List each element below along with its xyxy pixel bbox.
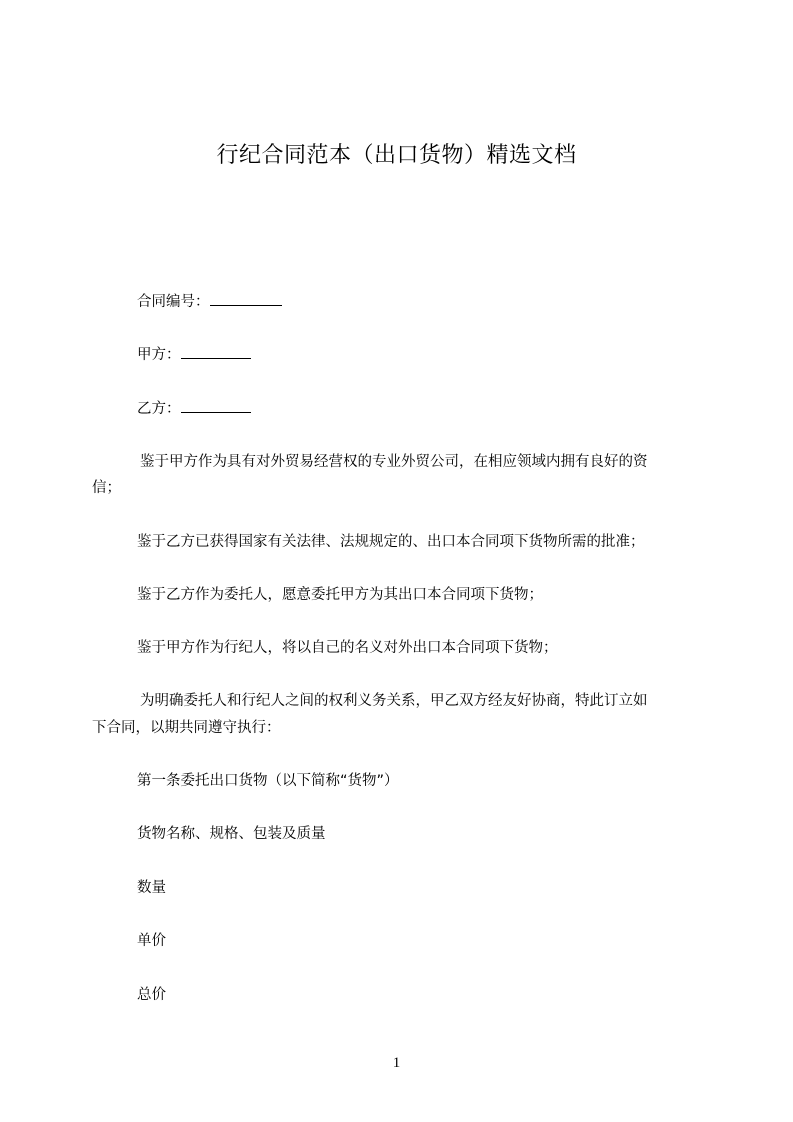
party-a-field <box>137 344 251 365</box>
goods-spec-item: 货物名称、规格、包装及质量 <box>137 826 326 842</box>
party-a-label: 甲方： <box>137 347 181 363</box>
party-b-blank <box>181 398 251 413</box>
party-b-field <box>137 398 251 419</box>
unit-price-item: 单价 <box>137 933 166 949</box>
paragraph-2: 鉴于乙方已获得国家有关法律、法规规定的、出口本合同项下货物所需的批准； <box>137 534 645 550</box>
contract-number-label: 合同编号： <box>137 294 210 310</box>
paragraph-1-line-2: 信； <box>92 480 121 496</box>
contract-number-field <box>137 291 282 312</box>
paragraph-1-line-1: 鉴于甲方作为具有对外贸易经营权的专业外贸公司，在相应领域内拥有良好的资 <box>140 454 648 470</box>
total-price-item: 总价 <box>137 987 166 1003</box>
page-title: 行纪合同范本（出口货物）精选文档 <box>216 143 577 168</box>
party-b-label: 乙方： <box>137 401 181 417</box>
article-1-heading: 第一条委托出口货物（以下简称“货物”） <box>137 773 399 789</box>
paragraph-3: 鉴于乙方作为委托人，愿意委托甲方为其出口本合同项下货物； <box>137 587 543 603</box>
quantity-item: 数量 <box>137 880 166 896</box>
contract-number-blank <box>210 291 282 306</box>
paragraph-4: 鉴于甲方作为行纪人，将以自己的名义对外出口本合同项下货物； <box>137 640 558 656</box>
paragraph-5-line-1: 为明确委托人和行纪人之间的权利义务关系，甲乙双方经友好协商，特此订立如 <box>140 693 648 709</box>
party-a-blank <box>181 344 251 359</box>
page-number: 1 <box>392 1055 401 1071</box>
paragraph-5-line-2: 下合同，以期共同遵守执行： <box>92 720 281 736</box>
